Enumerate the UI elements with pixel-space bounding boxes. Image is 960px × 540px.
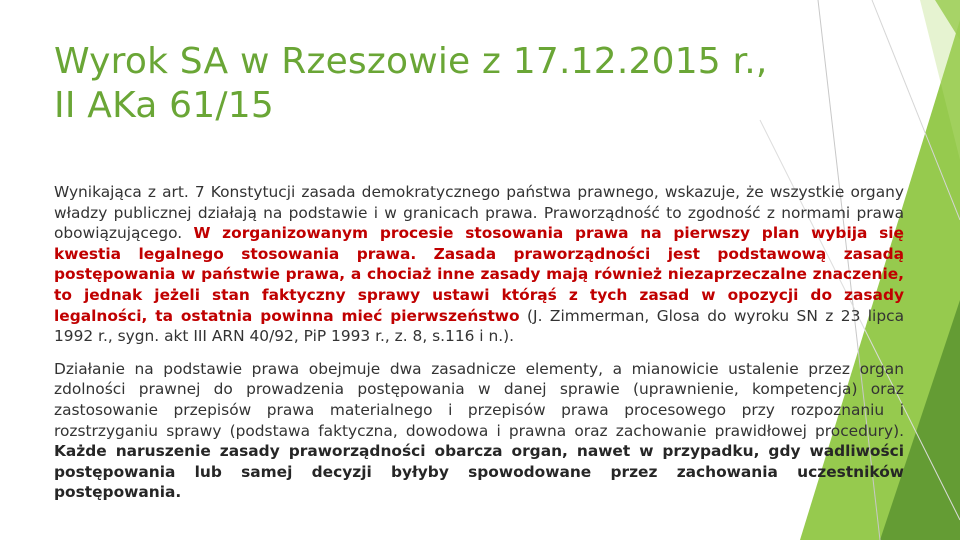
paragraph-1-emphasis: W zorganizowanym procesie stosowania prawa na pierwszy plan wybija się kwestia legalnego stosowania prawa. Zasada praworządności jest podstawową zasadą postępowania w państwie prawa, a chociaż inne zasady mają również niezaprzeczalne znaczenie, to jednak jeżeli stan faktyczny sprawy ustawi którąś z tych zasad w opozycji do zasady legalności, ta ostatnia powinna mieć pierwszeństwo (54, 224, 904, 325)
paragraph-1-lead: Wynikająca z art. 7 Konstytucji zasada demokratycznego państwa prawnego, wskazuje, że wszystkie organy władzy publicznej działają na podstawie i w granicach prawa. Praworządność to zgodność z normami prawa obowiązującego. (54, 183, 904, 243)
paragraph-2-lead: Działanie na podstawie prawa obejmuje dwa zasadnicze elementy, a mianowicie ustalenie przez organ zdolności prawnej do prowadzenia postępowania w danej sprawie (uprawnienie, kompetencja) oraz zastosowanie przepisów prawa materialnego i przepisów prawa procesowego przy rozpoznaniu i rozstrzyganiu sprawy (podstawa faktyczna, dowodowa i prawna oraz zachowanie prawidłowej procedury). (54, 359, 904, 440)
paragraph-1 (54, 182, 904, 347)
paragraph-2-emphasis: Każde naruszenie zasady praworządności obarcza organ, nawet w przypadku, gdy wadliwości postępowania lub samej decyzji byłyby spowodowane przez zachowania uczestników postępowania. (54, 442, 904, 502)
paragraph-2 (54, 359, 904, 503)
slide-body (54, 182, 904, 515)
slide-title: Wyrok SA w Rzeszowie z 17.12.2015 r., II AKa 61/15 (54, 41, 768, 126)
paragraph-1-citation: (J. Zimmerman, Glosa do wyroku SN z 23 lipca 1992 r., sygn. akt III ARN 40/92, PiP 1993 r., z. 8, s.116 i n.). (54, 306, 904, 346)
